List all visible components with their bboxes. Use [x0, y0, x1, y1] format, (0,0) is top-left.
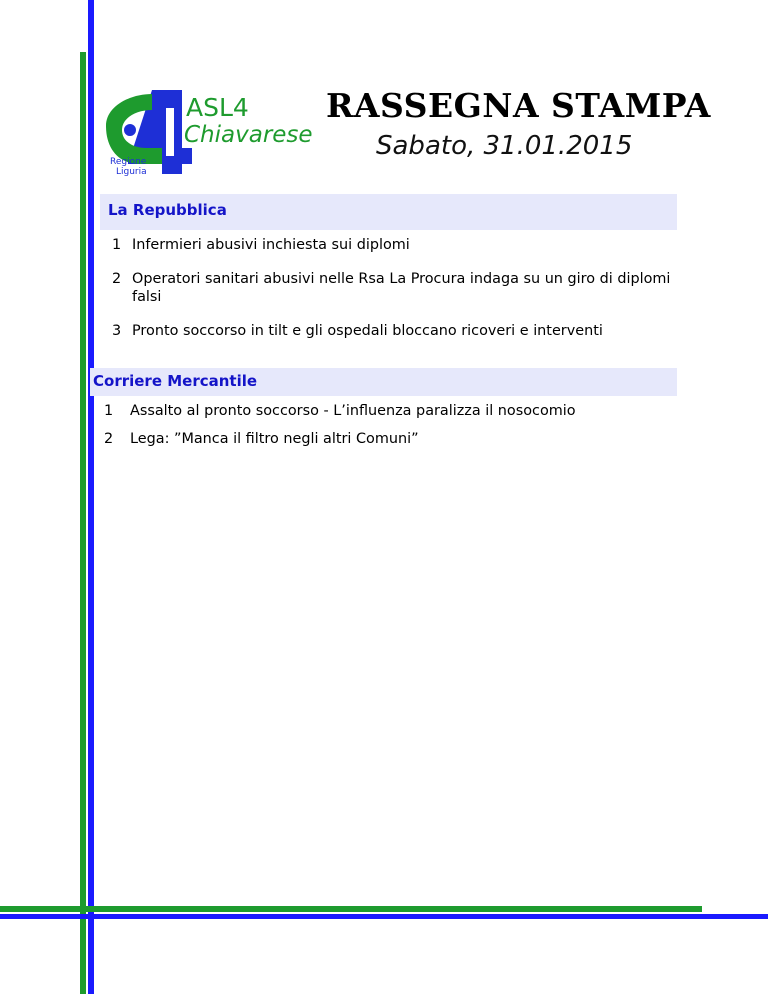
section-header-la-repubblica: La Repubblica [100, 194, 677, 230]
item-number: 2 [112, 271, 122, 287]
left-blue-rule [88, 0, 94, 994]
logo-region-line1: Regione [110, 157, 147, 167]
item-headline: Operatori sanitari abusivi nelle Rsa La Procura indaga su un giro di diplomi falsi [132, 271, 671, 305]
bottom-blue-rule [0, 914, 768, 919]
logo-subname: Chiavarese [184, 122, 313, 148]
logo-name: ASL4 [186, 93, 249, 122]
item-headline: Pronto soccorso in tilt e gli ospedali bloccano ricoveri e interventi [132, 323, 603, 339]
item-number: 1 [104, 403, 114, 419]
page-title: RASSEGNA STAMPA [326, 86, 711, 125]
left-green-rule [80, 52, 86, 994]
page-date: Sabato, 31.01.2015 [376, 131, 633, 161]
item-number: 3 [112, 323, 122, 339]
logo-region-line2: Liguria [116, 167, 147, 177]
item-headline: Lega: ”Manca il filtro negli altri Comuni” [130, 431, 419, 447]
asl4-logo [100, 86, 316, 178]
section-header-corriere-mercantile: Corriere Mercantile [90, 368, 677, 396]
item-number: 1 [112, 237, 122, 253]
bottom-green-rule [0, 906, 702, 912]
item-number: 2 [104, 431, 114, 447]
item-headline: Assalto al pronto soccorso - L’influenza paralizza il nosocomio [130, 403, 576, 419]
item-headline: Infermieri abusivi inchiesta sui diplomi [132, 237, 410, 253]
